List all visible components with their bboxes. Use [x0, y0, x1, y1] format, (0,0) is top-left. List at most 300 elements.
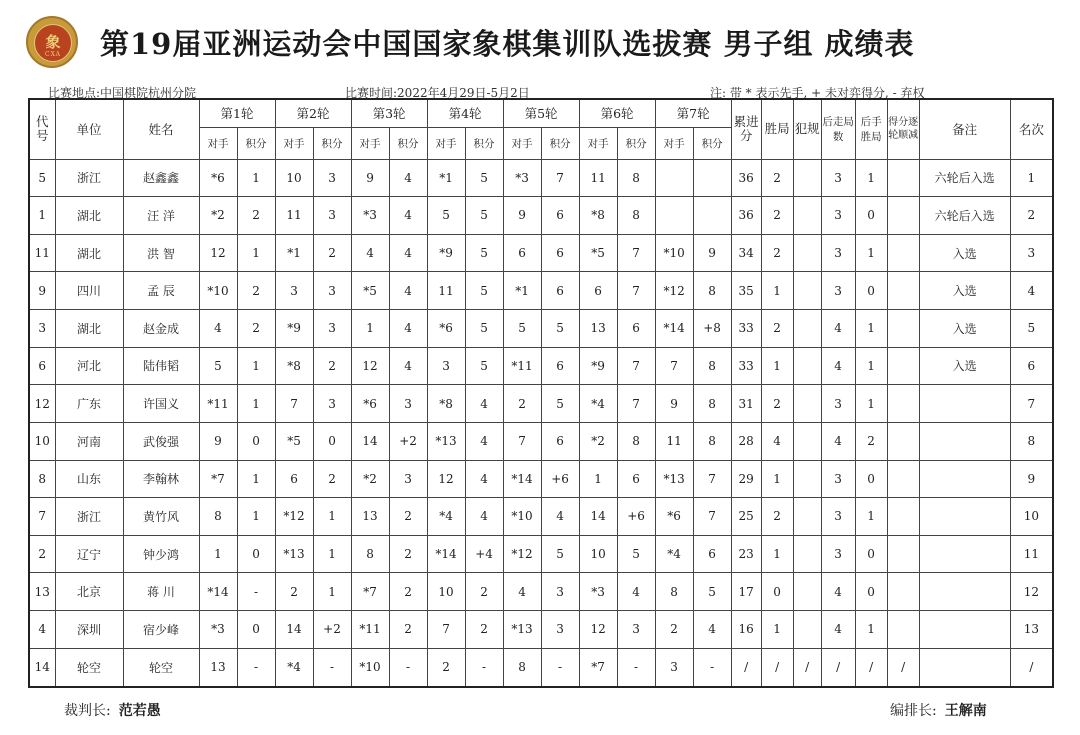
cell-decrease: [887, 385, 919, 423]
cell-rank: 5: [1010, 310, 1053, 348]
cell-score: 3: [389, 385, 427, 423]
cell-score: 7: [617, 272, 655, 310]
cell-unit: 河南: [55, 422, 123, 460]
cell-opponent: 10: [275, 159, 313, 197]
header-round-1: 第1轮: [199, 99, 275, 127]
cell-score: 7: [541, 159, 579, 197]
cell-opponent: 4: [199, 310, 237, 348]
cell-wins: 2: [761, 159, 793, 197]
cell-remark: [919, 648, 1010, 687]
cell-opponent: 14: [351, 422, 389, 460]
cell-opponent: 6: [275, 460, 313, 498]
cell-score: 5: [617, 535, 655, 573]
cell-opponent: *1: [427, 159, 465, 197]
cell-rank: 6: [1010, 347, 1053, 385]
cell-foul: [793, 310, 821, 348]
cell-unit: 轮空: [55, 648, 123, 687]
cell-rank: 10: [1010, 498, 1053, 536]
cell-opponent: 13: [199, 648, 237, 687]
header-score: 积分: [313, 127, 351, 159]
cell-score: [693, 159, 731, 197]
cell-wins: 0: [761, 573, 793, 611]
header-round-6: 第6轮: [579, 99, 655, 127]
cell-opponent: *7: [351, 573, 389, 611]
cell-rank: 4: [1010, 272, 1053, 310]
cell-second-moves: 3: [821, 460, 855, 498]
cell-opponent: 9: [351, 159, 389, 197]
cell-remark: 六轮后入选: [919, 159, 1010, 197]
cell-unit: 湖北: [55, 310, 123, 348]
table-row: [29, 234, 1053, 272]
cell-opponent: *6: [655, 498, 693, 536]
cell-opponent: 3: [655, 648, 693, 687]
cell-score: +4: [465, 535, 503, 573]
cell-rank: 7: [1010, 385, 1053, 423]
cell-score: 6: [617, 460, 655, 498]
time-text: 比赛时间:2022年4月29日-5月2日: [345, 86, 530, 100]
cell-score: 4: [465, 385, 503, 423]
cell-opponent: 14: [579, 498, 617, 536]
cell-opponent: *5: [579, 234, 617, 272]
cell-opponent: *2: [351, 460, 389, 498]
cell-unit: 湖北: [55, 234, 123, 272]
cell-opponent: 2: [427, 648, 465, 687]
cell-decrease: /: [887, 648, 919, 687]
cell-opponent: *2: [579, 422, 617, 460]
cell-unit: 浙江: [55, 159, 123, 197]
cell-second-wins: 1: [855, 611, 887, 649]
cell-code: 14: [29, 648, 55, 687]
cell-decrease: [887, 272, 919, 310]
cell-score: 2: [389, 535, 427, 573]
cell-score: 1: [237, 460, 275, 498]
cell-name: 许国义: [123, 385, 199, 423]
cell-opponent: *6: [351, 385, 389, 423]
cell-code: 10: [29, 422, 55, 460]
cell-score: 3: [617, 611, 655, 649]
cell-rank: 3: [1010, 234, 1053, 272]
cell-wins: 1: [761, 611, 793, 649]
cell-second-moves: /: [821, 648, 855, 687]
cell-second-moves: 3: [821, 272, 855, 310]
cell-second-moves: 4: [821, 347, 855, 385]
cell-total: 35: [731, 272, 761, 310]
cell-code: 13: [29, 573, 55, 611]
table-row: [29, 611, 1053, 649]
chief-arranger-name: 王解南: [944, 703, 987, 719]
cell-opponent: 13: [351, 498, 389, 536]
cell-foul: [793, 535, 821, 573]
header-opp: 对手: [655, 127, 693, 159]
cell-score: 1: [237, 498, 275, 536]
cell-score: 4: [541, 498, 579, 536]
cell-score: +6: [541, 460, 579, 498]
cell-score: 8: [617, 197, 655, 235]
cell-score: 6: [693, 535, 731, 573]
cell-second-wins: 2: [855, 422, 887, 460]
cell-decrease: [887, 310, 919, 348]
cell-opponent: 13: [579, 310, 617, 348]
cell-total: 29: [731, 460, 761, 498]
cell-opponent: 2: [275, 573, 313, 611]
cell-code: 3: [29, 310, 55, 348]
table-row: [29, 310, 1053, 348]
cell-score: 7: [693, 460, 731, 498]
cell-opponent: *10: [199, 272, 237, 310]
cell-score: 5: [465, 347, 503, 385]
cell-score: 7: [693, 498, 731, 536]
table-row: [29, 498, 1053, 536]
cell-total: 36: [731, 159, 761, 197]
cell-opponent: [655, 159, 693, 197]
cell-score: 5: [541, 535, 579, 573]
cell-opponent: *13: [655, 460, 693, 498]
cell-score: 6: [541, 197, 579, 235]
cell-opponent: 11: [655, 422, 693, 460]
cell-score: 4: [389, 272, 427, 310]
cell-score: 4: [693, 611, 731, 649]
cell-opponent: *12: [503, 535, 541, 573]
logo-emblem: [34, 24, 72, 62]
cell-remark: 入选: [919, 347, 1010, 385]
cell-opponent: *2: [199, 197, 237, 235]
cell-foul: [793, 422, 821, 460]
cell-remark: [919, 498, 1010, 536]
cell-score: 9: [693, 234, 731, 272]
cell-opponent: *3: [351, 197, 389, 235]
cell-foul: [793, 460, 821, 498]
cell-name: 蒋 川: [123, 573, 199, 611]
table-row: [29, 573, 1053, 611]
cell-opponent: *10: [503, 498, 541, 536]
cell-rank: 12: [1010, 573, 1053, 611]
header-total: 累进分: [731, 99, 761, 159]
cell-opponent: *4: [275, 648, 313, 687]
cell-second-wins: 1: [855, 310, 887, 348]
cell-score: 2: [389, 573, 427, 611]
cell-opponent: 1: [579, 460, 617, 498]
table-row: [29, 159, 1053, 197]
cell-opponent: 12: [199, 234, 237, 272]
cell-opponent: *12: [655, 272, 693, 310]
cell-opponent: *14: [503, 460, 541, 498]
header-opp: 对手: [351, 127, 389, 159]
cell-opponent: 1: [351, 310, 389, 348]
cell-remark: [919, 535, 1010, 573]
cell-wins: 1: [761, 347, 793, 385]
cell-score: 5: [693, 573, 731, 611]
cell-score: 1: [313, 498, 351, 536]
cell-score: 1: [313, 573, 351, 611]
cell-score: 4: [465, 422, 503, 460]
cell-name: 陆伟韬: [123, 347, 199, 385]
score-table: [28, 98, 1054, 688]
cell-second-wins: 1: [855, 159, 887, 197]
table-row: [29, 272, 1053, 310]
table-row: [29, 347, 1053, 385]
cell-opponent: *5: [275, 422, 313, 460]
header-opp: 对手: [199, 127, 237, 159]
header-unit: 单位: [55, 99, 123, 159]
cell-score: 8: [693, 272, 731, 310]
header-name: 姓名: [123, 99, 199, 159]
cell-opponent: *14: [199, 573, 237, 611]
cell-score: 5: [465, 159, 503, 197]
cell-name: 武俊强: [123, 422, 199, 460]
cell-second-wins: 0: [855, 535, 887, 573]
cell-opponent: 10: [427, 573, 465, 611]
cell-foul: [793, 573, 821, 611]
cell-wins: 1: [761, 535, 793, 573]
cell-name: 汪 洋: [123, 197, 199, 235]
cell-total: 33: [731, 310, 761, 348]
cell-name: 钟少鸿: [123, 535, 199, 573]
cell-name: 黄竹风: [123, 498, 199, 536]
cell-score: 8: [617, 159, 655, 197]
cell-opponent: *6: [427, 310, 465, 348]
cell-wins: 2: [761, 498, 793, 536]
cell-score: 5: [465, 234, 503, 272]
cell-foul: [793, 234, 821, 272]
header-row-1: [29, 99, 1053, 127]
cell-opponent: 11: [579, 159, 617, 197]
cell-decrease: [887, 234, 919, 272]
logo-text: CXA: [45, 51, 61, 58]
score-table-body: [29, 159, 1053, 687]
cell-score: 5: [465, 310, 503, 348]
cell-opponent: 14: [275, 611, 313, 649]
cell-rank: 8: [1010, 422, 1053, 460]
cell-opponent: 6: [503, 234, 541, 272]
cell-opponent: 4: [503, 573, 541, 611]
cell-wins: 1: [761, 460, 793, 498]
chief-arranger: [890, 700, 987, 720]
header-opp: 对手: [275, 127, 313, 159]
cell-score: 1: [237, 385, 275, 423]
header-rank: 名次: [1010, 99, 1053, 159]
table-row: [29, 535, 1053, 573]
cell-opponent: *14: [427, 535, 465, 573]
cell-code: 9: [29, 272, 55, 310]
cell-score: 0: [313, 422, 351, 460]
cell-opponent: 10: [579, 535, 617, 573]
cell-name: 轮空: [123, 648, 199, 687]
table-row: [29, 422, 1053, 460]
cell-opponent: *1: [503, 272, 541, 310]
cell-opponent: *10: [655, 234, 693, 272]
cell-opponent: *13: [503, 611, 541, 649]
cell-decrease: [887, 422, 919, 460]
cell-score: 2: [237, 197, 275, 235]
cell-unit: 四川: [55, 272, 123, 310]
cell-second-wins: 0: [855, 573, 887, 611]
cell-wins: 4: [761, 422, 793, 460]
cell-score: 6: [617, 310, 655, 348]
cell-opponent: *3: [503, 159, 541, 197]
cell-score: +8: [693, 310, 731, 348]
header-score: 积分: [465, 127, 503, 159]
cell-opponent: 12: [579, 611, 617, 649]
header-score: 积分: [693, 127, 731, 159]
cell-wins: 2: [761, 234, 793, 272]
cell-score: 4: [617, 573, 655, 611]
cell-score: 3: [313, 197, 351, 235]
cell-opponent: 6: [579, 272, 617, 310]
header-opp: 对手: [427, 127, 465, 159]
cell-remark: 入选: [919, 310, 1010, 348]
cell-score: 7: [617, 347, 655, 385]
header-opp: 对手: [579, 127, 617, 159]
cell-opponent: 8: [351, 535, 389, 573]
cell-second-wins: 1: [855, 347, 887, 385]
header-round-3: 第3轮: [351, 99, 427, 127]
cell-score: 2: [313, 460, 351, 498]
cell-score: -: [389, 648, 427, 687]
cell-score: 6: [541, 272, 579, 310]
cell-opponent: 9: [503, 197, 541, 235]
cell-opponent: 11: [427, 272, 465, 310]
cell-opponent: 3: [427, 347, 465, 385]
cell-name: 宿少峰: [123, 611, 199, 649]
cell-opponent: *10: [351, 648, 389, 687]
cell-opponent: *11: [199, 385, 237, 423]
cell-opponent: *4: [655, 535, 693, 573]
cell-score: 6: [541, 422, 579, 460]
cell-score: 3: [313, 272, 351, 310]
cell-opponent: *4: [579, 385, 617, 423]
cell-opponent: *1: [275, 234, 313, 272]
cell-remark: 六轮后入选: [919, 197, 1010, 235]
cell-score: 4: [389, 197, 427, 235]
cell-second-moves: 3: [821, 535, 855, 573]
cell-decrease: [887, 159, 919, 197]
cell-opponent: 3: [275, 272, 313, 310]
cell-score: 3: [541, 611, 579, 649]
table-row: [29, 197, 1053, 235]
cell-score: 5: [465, 197, 503, 235]
cell-wins: 2: [761, 385, 793, 423]
cell-score: 5: [465, 272, 503, 310]
header-remark: 备注: [919, 99, 1010, 159]
cell-name: 李翰林: [123, 460, 199, 498]
cell-score: 8: [617, 422, 655, 460]
cell-score: 1: [237, 347, 275, 385]
cell-opponent: *7: [199, 460, 237, 498]
cell-rank: 11: [1010, 535, 1053, 573]
cell-opponent: 9: [655, 385, 693, 423]
cell-score: +6: [617, 498, 655, 536]
cell-total: 17: [731, 573, 761, 611]
cell-remark: [919, 573, 1010, 611]
cell-opponent: *3: [199, 611, 237, 649]
cell-second-moves: 4: [821, 422, 855, 460]
cell-opponent: 2: [655, 611, 693, 649]
header-second-wins: 后手胜局: [855, 99, 887, 159]
cell-unit: 湖北: [55, 197, 123, 235]
cell-remark: [919, 611, 1010, 649]
cell-score: 4: [465, 498, 503, 536]
table-row: [29, 460, 1053, 498]
cell-second-moves: 3: [821, 385, 855, 423]
cell-decrease: [887, 460, 919, 498]
cell-code: 11: [29, 234, 55, 272]
table-row: [29, 648, 1053, 687]
cell-decrease: [887, 498, 919, 536]
header-wins: 胜局: [761, 99, 793, 159]
cell-score: [693, 197, 731, 235]
cell-opponent: *7: [579, 648, 617, 687]
cell-score: 6: [541, 347, 579, 385]
cell-wins: /: [761, 648, 793, 687]
cell-rank: 1: [1010, 159, 1053, 197]
cell-code: 2: [29, 535, 55, 573]
header-score: 积分: [617, 127, 655, 159]
cell-score: -: [693, 648, 731, 687]
chief-arranger-label: 编排长:: [890, 703, 937, 719]
cell-total: 28: [731, 422, 761, 460]
cell-opponent: 12: [351, 347, 389, 385]
cell-decrease: [887, 347, 919, 385]
cell-wins: 2: [761, 310, 793, 348]
cell-score: 2: [313, 347, 351, 385]
cell-score: 3: [313, 310, 351, 348]
cell-unit: 河北: [55, 347, 123, 385]
cell-total: 33: [731, 347, 761, 385]
cell-opponent: *8: [275, 347, 313, 385]
cell-remark: [919, 460, 1010, 498]
cell-opponent: *8: [579, 197, 617, 235]
cell-second-wins: 0: [855, 460, 887, 498]
cell-score: -: [617, 648, 655, 687]
cell-score: 4: [465, 460, 503, 498]
cell-second-moves: 4: [821, 573, 855, 611]
cell-decrease: [887, 535, 919, 573]
cell-opponent: 7: [275, 385, 313, 423]
cell-second-wins: 1: [855, 385, 887, 423]
cell-opponent: 9: [199, 422, 237, 460]
cell-unit: 广东: [55, 385, 123, 423]
cell-score: 1: [237, 234, 275, 272]
cell-wins: 1: [761, 272, 793, 310]
cell-score: 3: [313, 385, 351, 423]
cell-rank: /: [1010, 648, 1053, 687]
cell-total: 31: [731, 385, 761, 423]
cell-score: 5: [541, 310, 579, 348]
cell-score: 8: [693, 347, 731, 385]
cell-opponent: *14: [655, 310, 693, 348]
cell-second-moves: 3: [821, 197, 855, 235]
cell-opponent: *11: [351, 611, 389, 649]
cell-second-moves: 4: [821, 611, 855, 649]
cell-second-wins: 1: [855, 498, 887, 536]
cell-second-moves: 4: [821, 310, 855, 348]
cell-name: 赵金成: [123, 310, 199, 348]
cell-foul: [793, 611, 821, 649]
cell-opponent: 8: [199, 498, 237, 536]
cell-score: 4: [389, 159, 427, 197]
cell-opponent: *13: [275, 535, 313, 573]
cell-opponent: 12: [427, 460, 465, 498]
header-round-5: 第5轮: [503, 99, 579, 127]
cell-opponent: *8: [427, 385, 465, 423]
cell-score: 8: [693, 422, 731, 460]
cell-opponent: *3: [579, 573, 617, 611]
cell-unit: 北京: [55, 573, 123, 611]
cell-score: -: [541, 648, 579, 687]
cell-opponent: 5: [199, 347, 237, 385]
cell-score: 0: [237, 535, 275, 573]
cell-remark: [919, 385, 1010, 423]
